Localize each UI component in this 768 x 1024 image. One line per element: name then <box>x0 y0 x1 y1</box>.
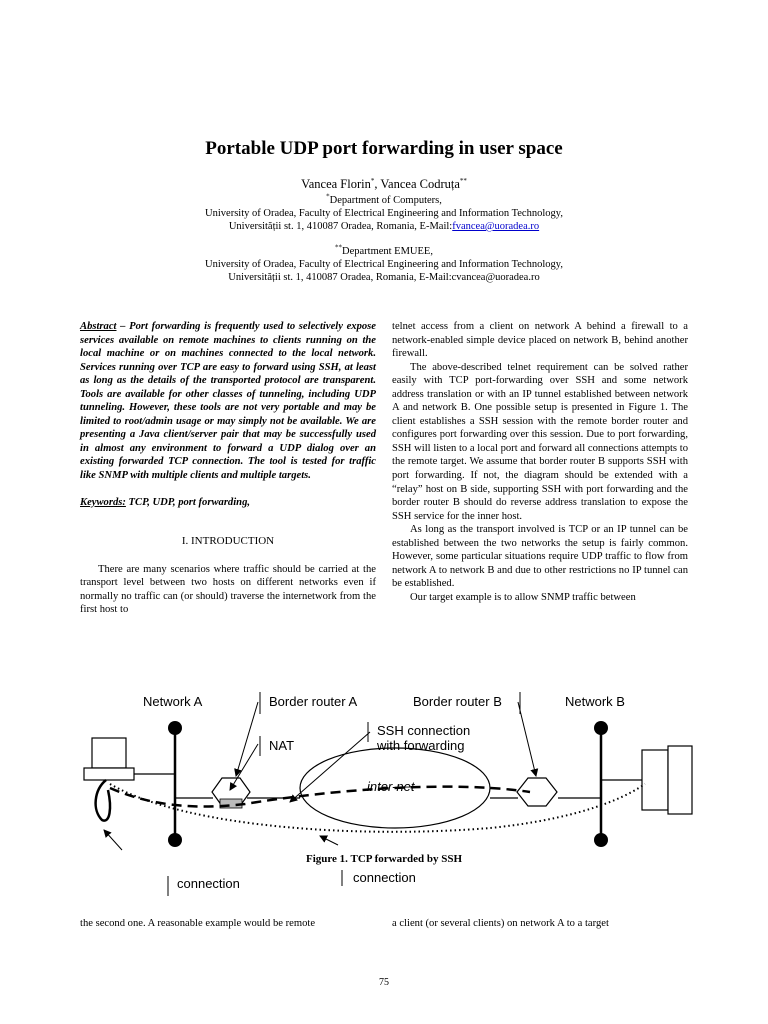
label-connection-left: connection <box>177 876 240 891</box>
affiliation-1-addr-text: Universității st. 1, 410087 Oradea, Romania, E-Mail: <box>228 221 453 232</box>
right-paragraph-1: The above-described telnet requirement can be solved rather easily with TCP port-forwarding over SSH and some network address translation or with an IP tunnel established between network A and network B. One possible setup is presented in Figure 1. The client establishes a SSH session with the remote border router and configures port forwarding over this session. Due to port forwarding, SSH will listen to a local port and forward all connections attempts to the remote target. We assume that border router B supports SSH with port forwarding. If not, the diagram should be extended with a “relay” host on B side, supporting SSH with port forwarding and the border router B should do reverse address translation to expose the SSH service for the inner host. <box>392 361 688 522</box>
affiliation-1-univ: University of Oradea, Faculty of Electrical Engineering and Information Technology, <box>205 208 563 219</box>
label-connection-right: connection <box>353 870 416 885</box>
label-nat: NAT <box>269 738 295 753</box>
left-connection-arrow <box>104 830 122 850</box>
label-internet: inter-net <box>367 779 415 794</box>
affiliation-2-mark: ** <box>335 243 342 252</box>
abstract <box>80 320 376 483</box>
label-ssh-line2: with forwarding <box>377 738 465 753</box>
affiliation-1-addr <box>0 220 768 233</box>
label-ssh-line1: SSH connection <box>377 723 471 738</box>
left-column <box>80 320 376 617</box>
page-number: 75 <box>379 977 389 988</box>
affiliation-2-addr: Universității st. 1, 410087 Oradea, Romania, E-Mail:cvancea@uoradea.ro <box>228 272 540 283</box>
label-border-router-a: Border router A <box>269 694 358 709</box>
label-network-b: Network B <box>565 694 625 709</box>
author-2: Vancea Codruța <box>380 177 460 191</box>
figure-caption: Figure 1. TCP forwarded by SSH <box>305 853 463 865</box>
abstract-label: Abstract <box>80 321 117 332</box>
bottom-right-text: a client (or several clients) on network A to a target <box>392 918 609 929</box>
author-line <box>0 178 768 191</box>
right-paragraph-2: As long as the transport involved is TCP or an IP tunnel can be established between the two networks the setup is fairly common. However, some particular situations require UDP traffic to flow from network A to network B and due to other restrictions no IP tunnel can be established. <box>392 524 688 590</box>
affiliation-1-mark: * <box>326 192 330 201</box>
network-b-pole <box>594 721 608 847</box>
target-device-icon <box>601 746 692 814</box>
bottom-left-text: the second one. A reasonable example would be remote <box>80 918 316 929</box>
affiliation-1-dept <box>0 194 768 207</box>
section-heading: I. INTRODUCTION <box>181 535 275 548</box>
label-network-a: Network A <box>143 694 203 709</box>
right-connection-arrow <box>320 836 338 845</box>
affiliation-1 <box>0 194 768 233</box>
right-column <box>392 320 688 604</box>
author-separator: , <box>374 177 381 191</box>
affiliation-2-dept <box>0 245 768 258</box>
abstract-text: – Port forwarding is frequently used to selectively expose services available on remote machines to clients running on the local machine or on machines connected to the local network. Services running over TCP are easy to forward using SSH, at least as long as the details of the transported protocol are transparent. Tools are available for other classes of tunneling, including UDP tunneling. However, these tools are not very portable and may be limited to root/admin usage or may simply not be available. We are presenting a Java client/server pair that may be successfully used in almost any environment to forward a UDP dialog over an existing forwarded TCP connection. The tool is tested for traffic like SNMP with multiple clients and multiple targets. <box>80 321 376 482</box>
affiliation-2-univ: University of Oradea, Faculty of Electrical Engineering and Information Technology, <box>205 259 563 270</box>
label-border-router-b: Border router B <box>413 694 502 709</box>
right-paragraph-3: Our target example is to allow SNMP traffic between <box>410 591 636 603</box>
border-b-arrow <box>518 702 536 776</box>
right-paragraph-0: telnet access from a client on network A behind a firewall to a network-enabled simple device placed on network B, behind another firewall. <box>392 321 688 360</box>
email-link[interactable]: fvancea@uoradea.ro <box>452 221 540 232</box>
author-2-mark: ** <box>459 176 467 185</box>
affiliation-2 <box>0 245 768 284</box>
affiliation-1-dept-text: Department of Computers, <box>329 195 442 206</box>
keywords <box>80 496 376 510</box>
keywords-text: TCP, UDP, port forwarding, <box>125 496 251 508</box>
network-diagram <box>70 680 710 900</box>
author-1-mark: * <box>370 176 375 185</box>
author-1: Vancea Florin <box>301 177 371 191</box>
intro-paragraph: There are many scenarios where traffic should be carried at the transport level between two hosts on different networks even if normally no traffic can (or should) traverse the internetwork from the first host to <box>80 563 376 616</box>
border-a-arrow <box>236 702 258 776</box>
paper-title: Portable UDP port forwarding in user space <box>205 138 563 159</box>
keywords-label: Keywords: <box>80 496 126 508</box>
client-computer-icon <box>84 738 175 821</box>
affiliation-2-dept-text: Department EMUEE, <box>342 246 433 257</box>
network-a-pole <box>168 721 182 847</box>
